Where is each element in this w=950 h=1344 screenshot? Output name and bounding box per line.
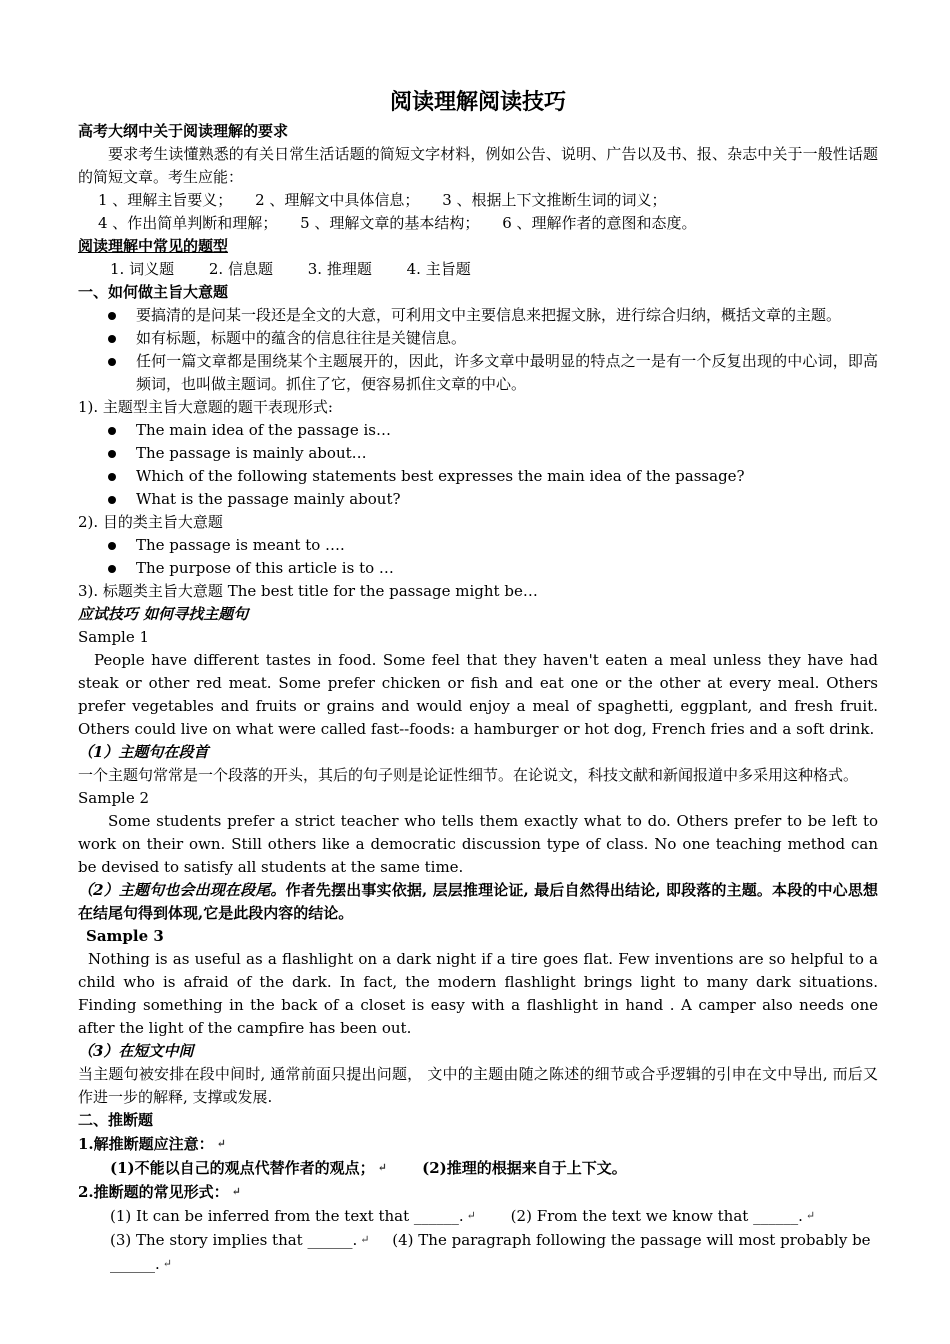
sub1-heading: 1). 主题型主旨大意题的题干表现形式: — [78, 398, 333, 416]
ability-item: 6 、理解作者的意图和态度。 — [502, 214, 697, 232]
bullet-item: 任何一篇文章都是围绕某个主题展开的，因此，许多文章中最明显的特点之一是有一个反复出现的中心词，即高频词，也叫做主题词。抓住了它，便容易抓住文章的中心。 — [78, 350, 878, 396]
bullet-dot-icon — [108, 427, 116, 435]
sub1-bullets — [78, 419, 878, 511]
sub3-line: 3). 标题类主旨大意题 The best title for the passage might be… — [78, 582, 538, 600]
forms-heading: 2.推断题的常见形式： ↵ — [78, 1183, 241, 1201]
case3-heading: （3）在短文中间 — [78, 1042, 194, 1060]
syllabus-intro: 要求考生读懂熟悉的有关日常生活话题的简短文字材料，例如公告、说明、广告以及书、报、杂志中关于一般性话题的简短文章。考生应能： — [78, 145, 878, 186]
form-item: (2) From the text we know that ______. — [510, 1207, 803, 1225]
document-page — [78, 84, 878, 1276]
tips-heading: 应试技巧 如何寻找主题句 — [78, 605, 249, 623]
bullet-item: 如有标题，标题中的蕴含的信息往往是关键信息。 — [78, 327, 878, 350]
bullet-item: Which of the following statements best expresses the main idea of the passage? — [78, 465, 878, 488]
bullet-item: The passage is meant to …. — [78, 534, 878, 557]
case2-text: 作者先摆出事实依据, 层层推理论证, 最后自然得出结论, 即段落的主题。本段的中心思想在结尾句得到体现,它是此段内容的结论。 — [78, 881, 878, 922]
note-item: (1)不能以自己的观点代替作者的观点； — [110, 1159, 375, 1177]
bullet-item: The passage is mainly about… — [78, 442, 878, 465]
form-item: (1) It can be inferred from the text that ______. — [110, 1207, 464, 1225]
paragraph-mark-icon: ↵ — [216, 1137, 226, 1150]
bullet-dot-icon — [108, 542, 116, 550]
bullet-dot-icon — [108, 473, 116, 481]
type-item: 2. 信息题 — [208, 260, 273, 278]
bullet-dot-icon — [108, 335, 116, 343]
ability-item: 1 、理解主旨要义； — [98, 191, 233, 209]
types-list — [78, 258, 878, 281]
paragraph-mark-icon: ↵ — [805, 1209, 816, 1222]
bullet-item: 要搞清的是问某一段还是全文的大意，可利用文中主要信息来把握文脉，进行综合归纳，概括文章的主题。 — [78, 304, 878, 327]
type-item: 4. 主旨题 — [406, 260, 471, 278]
bullet-item: The main idea of the passage is… — [78, 419, 878, 442]
sub2-bullets — [78, 534, 878, 580]
ability-item: 3 、根据上下文推断生词的词义； — [442, 191, 667, 209]
sub2-heading: 2). 目的类主旨大意题 — [78, 513, 223, 531]
case1-text: 一个主题句常常是一个段落的开头，其后的句子则是论证性细节。在论说文，科技文献和新闻报道中多采用这种格式。 — [78, 766, 859, 784]
type-item: 1. 词义题 — [110, 260, 175, 278]
forms-row-2 — [78, 1228, 878, 1276]
paragraph-mark-icon: ↵ — [231, 1185, 241, 1198]
ability-item: 5 、理解文章的基本结构； — [300, 214, 480, 232]
document-title: 阅读理解阅读技巧 — [389, 89, 566, 115]
syllabus-heading: 高考大纲中关于阅读理解的要求 — [78, 122, 289, 140]
note-item: (2)推理的根据来自于上下文。 — [422, 1159, 627, 1177]
section1-heading: 一、如何做主旨大意题 — [78, 283, 229, 301]
paragraph-mark-icon: ↵ — [466, 1209, 476, 1222]
bullet-item: What is the passage mainly about? — [78, 488, 878, 511]
bullet-item: The purpose of this article is to … — [78, 557, 878, 580]
ability-item: 2 、理解文中具体信息； — [255, 191, 420, 209]
bullet-dot-icon — [108, 565, 116, 573]
bullet-dot-icon — [108, 450, 116, 458]
sample3-text: Nothing is as useful as a flashlight on a dark night if a tire goes flat. Few inventions are so helpful to a child who is afraid of the dark. In fact, the modern flashlight brings light to many dark situations. Finding something in the back of a closet is easy with a flashlight in hand . A camper also needs one after the light of the campfire has been out. — [78, 950, 878, 1037]
paragraph-mark-icon: ↵ — [360, 1233, 370, 1246]
forms-row-1 — [78, 1204, 878, 1228]
form-item: (4) The paragraph following the passage will most probably be ______. — [110, 1231, 871, 1273]
bullet-dot-icon — [108, 312, 116, 320]
note-items — [78, 1156, 878, 1180]
sample2-label: Sample 2 — [78, 789, 150, 807]
section2-heading: 二、推断题 — [78, 1111, 154, 1129]
section1-bullets — [78, 304, 878, 396]
abilities-row-1 — [78, 189, 878, 212]
case2-paragraph — [78, 879, 878, 925]
bullet-dot-icon — [108, 496, 116, 504]
bullet-dot-icon — [108, 358, 116, 366]
abilities-row-2 — [78, 212, 878, 235]
paragraph-mark-icon: ↵ — [162, 1257, 172, 1270]
ability-item: 4 、作出简单判断和理解； — [98, 214, 278, 232]
type-item: 3. 推理题 — [307, 260, 372, 278]
note-heading: 1.解推断题应注意： ↵ — [78, 1135, 226, 1153]
sample1-text: People have different tastes in food. Some feel that they haven't eaten a meal unless they have had steak or other red meat. Some prefer chicken or fish and eat one or the other at every meal. Others prefer vegetables and fruits or grains and would enjoy a meal of spaghetti, eggplant, and fresh fruit. Others could live on what were called fast--foods: a hamburger or hot dog, French fries and a soft drink. — [78, 651, 878, 738]
types-heading: 阅读理解中常见的题型 — [78, 237, 229, 255]
form-item: (3) The story implies that ______. — [110, 1231, 358, 1249]
paragraph-mark-icon: ↵ — [377, 1161, 387, 1174]
sample2-text: Some students prefer a strict teacher who tells them exactly what to do. Others prefer to be left to work on their own. Still others like a democratic discussion type of class. No one teaching method can be devised to satisfy all students at the same time. — [78, 812, 878, 876]
case2-heading: （2）主题句也会出现在段尾。 — [78, 881, 286, 899]
case3-text: 当主题句被安排在段中间时, 通常前面只提出问题， 文中的主题由随之陈述的细节或合乎逻辑的引申在文中导出, 而后又作进一步的解释, 支撑或发展. — [78, 1065, 878, 1106]
case1-heading: （1）主题句在段首 — [78, 743, 209, 761]
sample3-label: Sample 3 — [86, 927, 164, 945]
sample1-label: Sample 1 — [78, 628, 150, 646]
